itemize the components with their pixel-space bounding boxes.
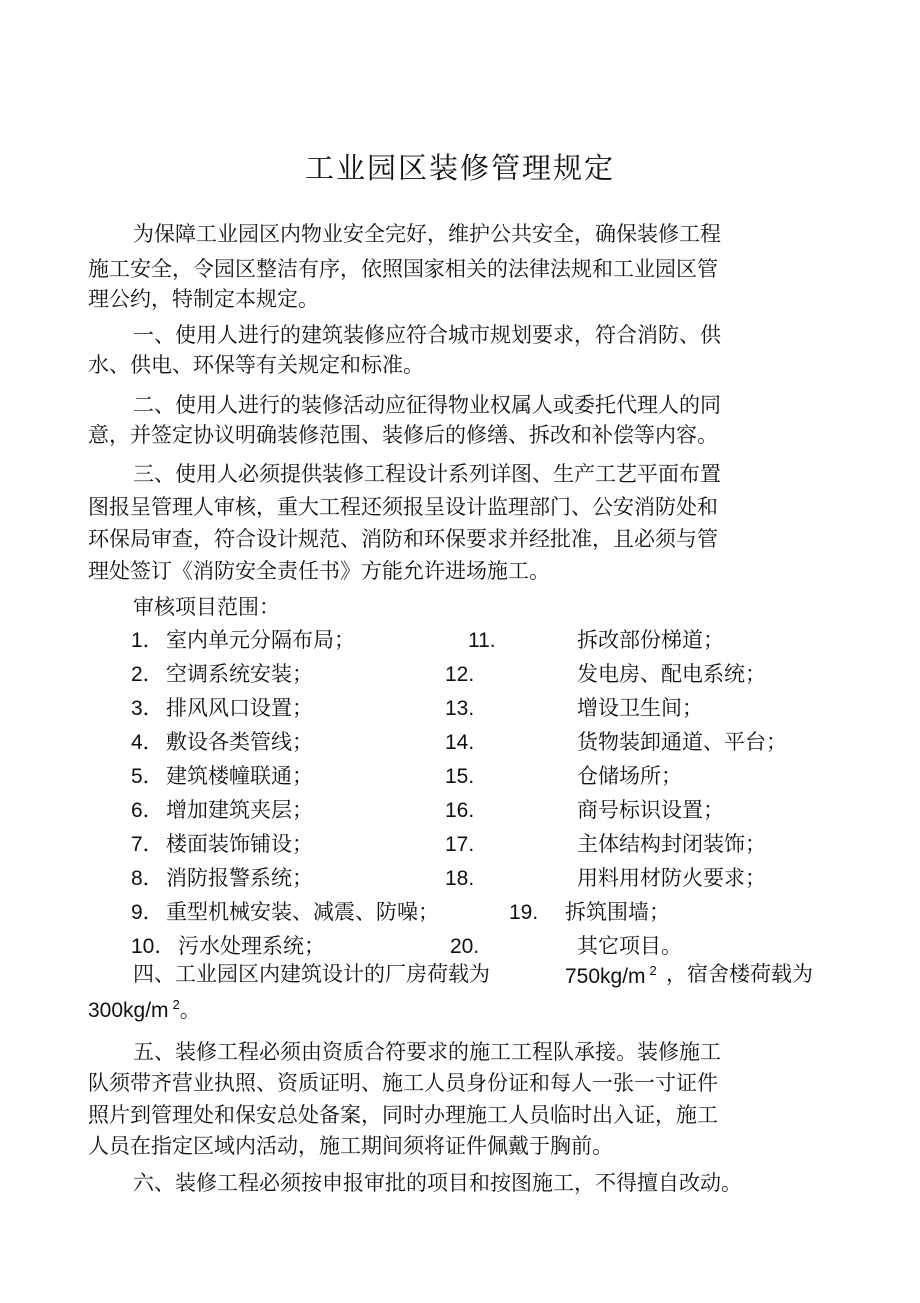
- item-number: 16.: [445, 799, 475, 822]
- item-number: 4．: [131, 731, 164, 754]
- item-text: 排风风口设置；: [166, 696, 313, 720]
- item-number: 7．: [131, 833, 164, 856]
- item-text: 发电房、配电系统；: [577, 662, 766, 686]
- factory-load-superscript: 2: [649, 963, 657, 978]
- intro-line-2: 施工安全，令园区整洁有序，依照国家相关的法律法规和工业园区管: [88, 257, 718, 281]
- p4-text-b: ，宿舍楼荷载为: [666, 962, 813, 986]
- list-item: [0, 630, 920, 654]
- p3-line-4: 理处签订《消防安全责任书》方能允许进场施工。: [88, 559, 550, 583]
- item-text: 拆筑围墙；: [565, 900, 670, 924]
- item-text: 用料用材防火要求；: [577, 866, 766, 890]
- item-number: 2．: [131, 663, 164, 686]
- item-number: 1．: [131, 629, 164, 652]
- p1-line-1: 一、使用人进行的建筑装修应符合城市规划要求，符合消防、供: [133, 323, 721, 347]
- item-text: 增加建筑夹层；: [166, 798, 313, 822]
- list-item: [0, 902, 920, 926]
- item-number: 19.: [509, 901, 539, 924]
- p5-line-4: 人员在指定区域内活动，施工期间须将证件佩戴于胸前。: [88, 1134, 613, 1158]
- item-number: 15.: [445, 765, 475, 788]
- item-text: 仓储场所；: [577, 764, 682, 788]
- list-item: [0, 834, 920, 858]
- document-title: 工业园区装修管理规定: [304, 151, 615, 185]
- item-number: 8．: [131, 867, 164, 890]
- item-number: 9．: [131, 901, 164, 924]
- item-number: 6．: [131, 799, 164, 822]
- p2-line-2: 意，并签定协议明确装修范围、装修后的修缮、拆改和补偿等内容。: [88, 423, 718, 447]
- item-number: 10．: [131, 935, 176, 958]
- p2-line-1: 二、使用人进行的装修活动应征得物业权属人或委托代理人的同: [133, 393, 721, 417]
- p5-line-3: 照片到管理处和保安总处备案，同时办理施工人员临时出入证，施工: [88, 1103, 718, 1127]
- factory-load-value: [565, 964, 657, 987]
- list-item: [0, 766, 920, 790]
- intro-line-1: 为保障工业园区内物业安全完好，维护公共安全，确保装修工程: [133, 222, 721, 246]
- item-text: 敷设各类管线；: [166, 730, 313, 754]
- item-number: 5．: [131, 765, 164, 788]
- item-text: 主体结构封闭装饰；: [577, 832, 766, 856]
- item-text: 重型机械安装、减震、防噪；: [166, 900, 439, 924]
- item-number: 3．: [131, 697, 164, 720]
- item-text: 楼面装饰铺设；: [166, 832, 313, 856]
- item-text: 拆改部份梯道；: [577, 628, 724, 652]
- p5-line-1: 五、装修工程必须由资质合符要求的施工工程队承接。装修施工: [133, 1040, 721, 1064]
- list-item: [0, 698, 920, 722]
- item-number: 17.: [445, 833, 475, 856]
- item-text: 消防报警系统；: [166, 866, 313, 890]
- dorm-load-value: [88, 998, 201, 1021]
- item-text: 建筑楼幢联通；: [166, 764, 313, 788]
- p4-text-c: 。: [179, 999, 201, 1022]
- p3-line-3: 环保局审查，符合设计规范、消防和环保要求并经批准，且必须与管: [88, 527, 718, 551]
- item-text: 增设卫生间；: [577, 696, 703, 720]
- dorm-load-superscript: 2: [172, 997, 180, 1012]
- item-number: 18.: [445, 867, 475, 890]
- list-item: [0, 800, 920, 824]
- p1-line-2: 水、供电、环保等有关规定和标准。: [88, 353, 424, 377]
- item-text: 污水处理系统；: [178, 934, 325, 958]
- p4-line-2: [0, 998, 920, 1022]
- list-item: [0, 732, 920, 756]
- factory-load-number: 750kg/m: [565, 965, 646, 988]
- p5-line-2: 队须带齐营业执照、资质证明、施工人员身份证和每人一张一寸证件: [88, 1071, 718, 1095]
- item-text: 其它项目。: [577, 934, 682, 958]
- item-number: 20.: [450, 935, 480, 958]
- list-item: [0, 936, 920, 960]
- item-text: 室内单元分隔布局；: [166, 628, 355, 652]
- item-number: 12.: [445, 663, 475, 686]
- item-text: 空调系统安装；: [166, 662, 313, 686]
- p4-line-1: [0, 964, 920, 988]
- intro-line-3: 理公约，特制定本规定。: [88, 287, 319, 311]
- list-item: [0, 664, 920, 688]
- p3-line-1: 三、使用人必须提供装修工程设计系列详图、生产工艺平面布置: [133, 462, 721, 486]
- dorm-load-number: 300kg/m: [88, 999, 169, 1022]
- p4-text-a: 四、工业园区内建筑设计的厂房荷载为: [133, 962, 490, 986]
- item-text: 商号标识设置；: [577, 798, 724, 822]
- list-item: [0, 868, 920, 892]
- item-text: 货物装卸通道、平台；: [577, 730, 787, 754]
- p6-line-1: 六、装修工程必须按申报审批的项目和按图施工，不得擅自改动。: [133, 1171, 742, 1195]
- item-number: 11.: [468, 629, 496, 652]
- scope-title: 审核项目范围：: [133, 595, 280, 619]
- item-number: 13.: [445, 697, 475, 720]
- p3-line-2: 图报呈管理人审核，重大工程还须报呈设计监理部门、公安消防处和: [88, 495, 718, 519]
- item-number: 14.: [445, 731, 475, 754]
